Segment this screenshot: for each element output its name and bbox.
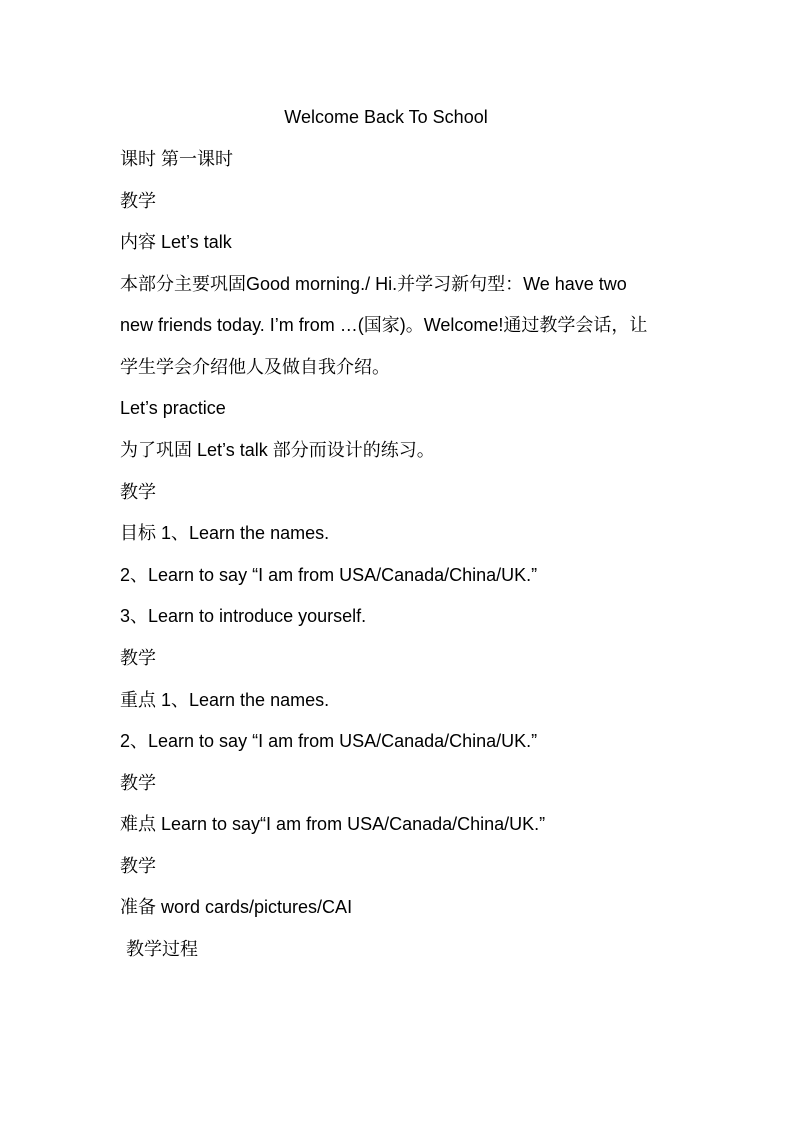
content-description-line-3: 学生学会介绍他人及做自我介绍。	[120, 357, 390, 377]
objective-line-2: 2、Learn to say “I am from USA/Canada/China/UK.”	[120, 565, 538, 585]
lesson-period-line: 课时 第一课时	[120, 149, 234, 169]
key-point-line-2: 2、Learn to say “I am from USA/Canada/China/UK.”	[120, 731, 538, 751]
teaching-label-line: 教学	[120, 856, 156, 876]
key-point-line-1: 重点 1、Learn the names.	[120, 690, 330, 710]
teaching-label-line: 教学	[120, 191, 156, 211]
content-description-line-1: 本部分主要巩固Good morning./ Hi.并学习新句型：We have two	[120, 274, 627, 294]
teaching-process-line: 教学过程	[126, 939, 198, 959]
practice-description-line: 为了巩固 Let’s talk 部分而设计的练习。	[120, 440, 435, 460]
teaching-label-line: 教学	[120, 648, 156, 668]
objective-line-3: 3、Learn to introduce yourself.	[120, 606, 367, 626]
difficult-point-line: 难点 Learn to say“I am from USA/Canada/China/UK.”	[120, 814, 546, 834]
teaching-label-line: 教学	[120, 773, 156, 793]
teaching-label-line: 教学	[120, 482, 156, 502]
content-description-line-2: new friends today. I’m from …(国家)。Welcome!通过教学会话，让	[120, 315, 648, 335]
practice-heading-line: Let’s practice	[120, 398, 226, 418]
document-title: Welcome Back To School	[284, 107, 488, 127]
content-line: 内容 Let’s talk	[120, 232, 232, 252]
preparation-line: 准备 word cards/pictures/CAI	[120, 897, 353, 917]
objective-line-1: 目标 1、Learn the names.	[120, 523, 330, 543]
